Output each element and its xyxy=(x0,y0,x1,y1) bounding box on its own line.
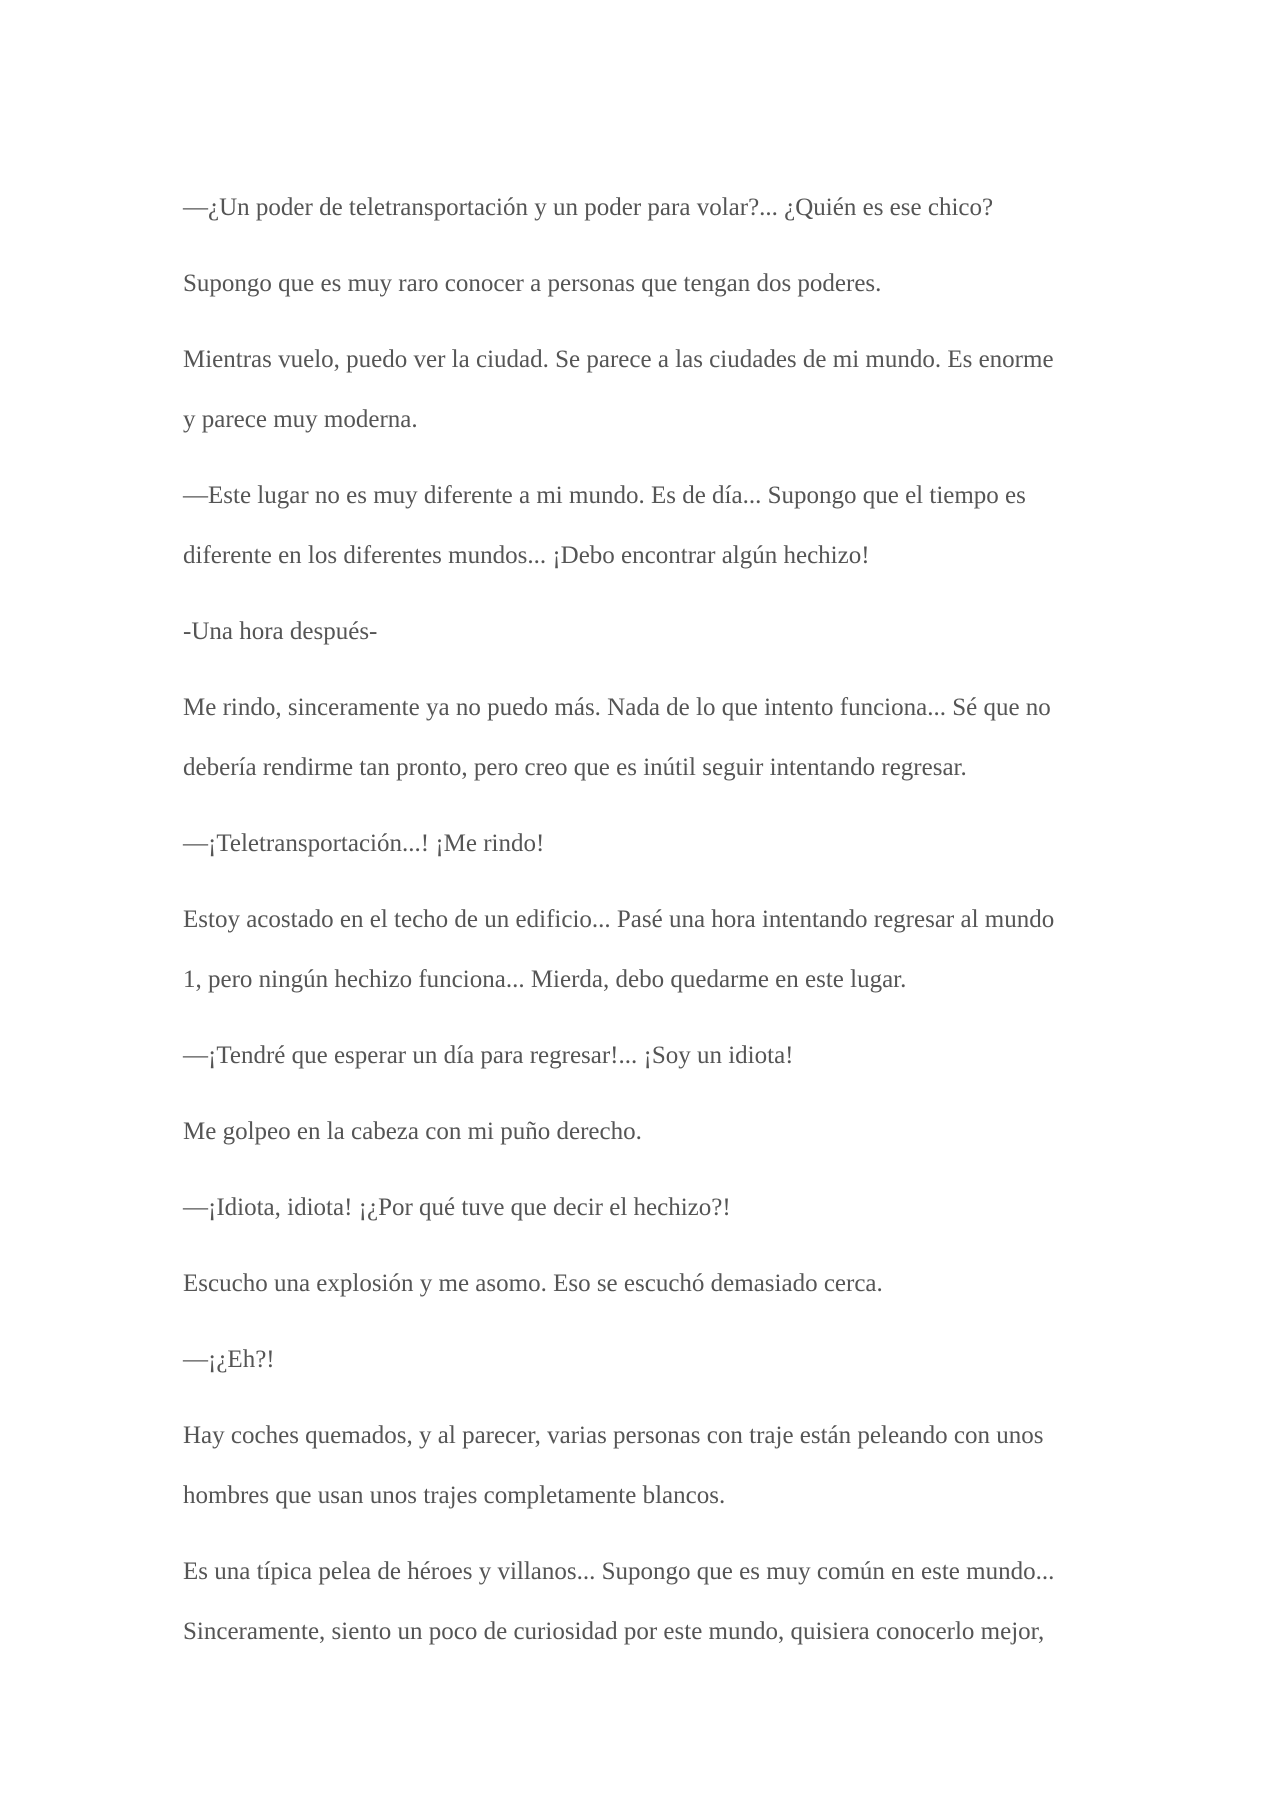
paragraph xyxy=(183,1330,1103,1390)
text-line: —¿Un poder de teletransportación y un poder para volar?... ¿Quién es ese chico? xyxy=(183,194,994,221)
text-line: Sinceramente, siento un poco de curiosidad por este mundo, quisiera conocerlo mejor, xyxy=(183,1618,1045,1645)
text-line: —¡Idiota, idiota! ¡¿Por qué tuve que decir el hechizo?! xyxy=(183,1194,731,1221)
paragraph xyxy=(183,678,1103,798)
paragraph xyxy=(183,1406,1103,1526)
document-body xyxy=(183,178,1103,1678)
paragraph xyxy=(183,466,1103,586)
text-line: Estoy acostado en el techo de un edificio... Pasé una hora intentando regresar al mundo xyxy=(183,906,1055,933)
paragraph xyxy=(183,1026,1103,1086)
paragraph xyxy=(183,1102,1103,1162)
paragraph xyxy=(183,890,1103,1010)
scene-break xyxy=(183,602,1103,662)
text-line: y parece muy moderna. xyxy=(183,406,418,433)
paragraph xyxy=(183,1542,1103,1662)
text-line: —¡Tendré que esperar un día para regresar!... ¡Soy un idiota! xyxy=(183,1042,794,1069)
paragraph xyxy=(183,178,1103,238)
paragraph xyxy=(183,330,1103,450)
text-line: Me rindo, sinceramente ya no puedo más. Nada de lo que intento funciona... Sé que no xyxy=(183,694,1051,721)
text-line: —Este lugar no es muy diferente a mi mundo. Es de día... Supongo que el tiempo es xyxy=(183,482,1026,509)
text-line: 1, pero ningún hechizo funciona... Mierda, debo quedarme en este lugar. xyxy=(183,966,907,993)
text-line: —¡Teletransportación...! ¡Me rindo! xyxy=(183,830,545,857)
text-line: -Una hora después- xyxy=(183,618,378,645)
paragraph xyxy=(183,814,1103,874)
text-line: Es una típica pelea de héroes y villanos... Supongo que es muy común en este mundo... xyxy=(183,1558,1055,1585)
text-line: diferente en los diferentes mundos... ¡Debo encontrar algún hechizo! xyxy=(183,542,870,569)
paragraph xyxy=(183,254,1103,314)
text-line: —¡¿Eh?! xyxy=(183,1346,275,1373)
text-line: debería rendirme tan pronto, pero creo que es inútil seguir intentando regresar. xyxy=(183,754,967,781)
text-line: hombres que usan unos trajes completamente blancos. xyxy=(183,1482,726,1509)
paragraph xyxy=(183,1254,1103,1314)
paragraph xyxy=(183,1178,1103,1238)
text-line: Hay coches quemados, y al parecer, varias personas con traje están peleando con unos xyxy=(183,1422,1044,1449)
text-line: Mientras vuelo, puedo ver la ciudad. Se parece a las ciudades de mi mundo. Es enorme xyxy=(183,346,1054,373)
text-line: Supongo que es muy raro conocer a personas que tengan dos poderes. xyxy=(183,270,882,297)
text-line: Me golpeo en la cabeza con mi puño derecho. xyxy=(183,1118,642,1145)
text-line: Escucho una explosión y me asomo. Eso se escuchó demasiado cerca. xyxy=(183,1270,883,1297)
